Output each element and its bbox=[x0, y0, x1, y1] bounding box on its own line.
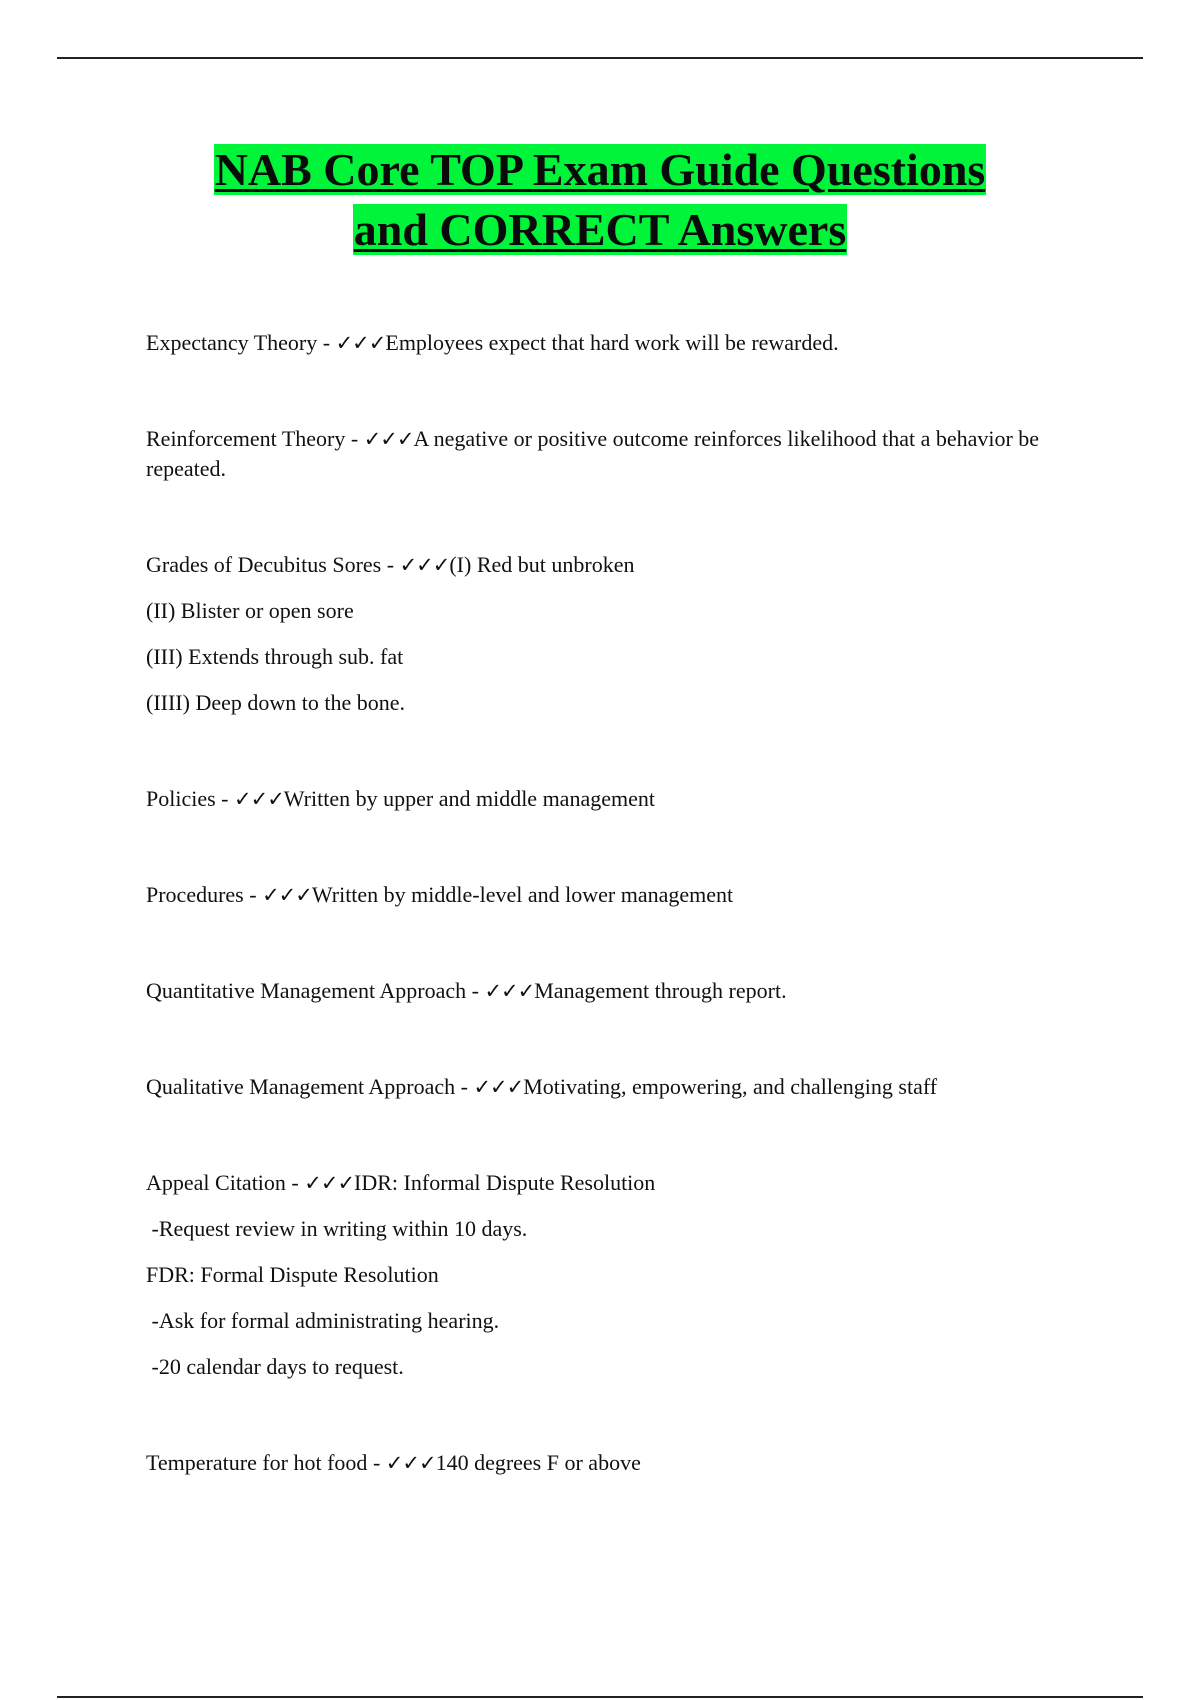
qa-line bbox=[146, 424, 1046, 484]
qa-answer-line: (IIII) Deep down to the bone. bbox=[146, 690, 406, 715]
bottom-rule bbox=[57, 1696, 1143, 1698]
qa-item bbox=[146, 784, 1046, 814]
check-mark-icon: ✓✓✓ bbox=[484, 979, 535, 1003]
qa-item bbox=[146, 328, 1046, 358]
qa-line bbox=[146, 1168, 1046, 1198]
qa-answer-line: -Ask for formal administrating hearing. bbox=[146, 1308, 500, 1333]
qa-answer-line: -20 calendar days to request. bbox=[146, 1354, 404, 1379]
check-mark-icon: ✓✓✓ bbox=[262, 883, 312, 907]
qa-term: Appeal Citation bbox=[146, 1170, 286, 1195]
qa-line bbox=[146, 784, 1046, 814]
qa-item bbox=[146, 1448, 1046, 1478]
qa-term: Temperature for hot food bbox=[146, 1450, 368, 1475]
qa-term: Qualitative Management Approach bbox=[146, 1074, 456, 1099]
qa-line bbox=[146, 1072, 1046, 1102]
check-mark-icon: ✓✓✓ bbox=[304, 1171, 355, 1195]
qa-line bbox=[146, 880, 1046, 910]
top-rule bbox=[57, 57, 1143, 59]
check-mark-icon: ✓✓✓ bbox=[399, 553, 450, 577]
qa-answer-line: (III) Extends through sub. fat bbox=[146, 644, 404, 669]
qa-answer: Written by upper and middle management bbox=[283, 786, 655, 811]
qa-item bbox=[146, 1168, 1046, 1382]
title-line-2: and CORRECT Answers bbox=[353, 204, 847, 255]
qa-line bbox=[146, 976, 1046, 1006]
title-line-1: NAB Core TOP Exam Guide Questions bbox=[214, 144, 986, 195]
qa-answer-line: FDR: Formal Dispute Resolution bbox=[146, 1262, 439, 1287]
title-block bbox=[0, 140, 1200, 260]
qa-answer: Management through report. bbox=[534, 978, 787, 1003]
qa-term: Expectancy Theory bbox=[146, 330, 318, 355]
check-mark-icon: ✓✓✓ bbox=[335, 331, 386, 355]
check-mark-icon: ✓✓✓ bbox=[363, 427, 414, 451]
qa-separator: - bbox=[345, 426, 364, 451]
check-mark-icon: ✓✓✓ bbox=[234, 787, 284, 811]
qa-separator: - bbox=[367, 1450, 386, 1475]
qa-separator: - bbox=[317, 330, 336, 355]
page-title bbox=[0, 140, 1200, 260]
qa-item bbox=[146, 1072, 1046, 1102]
qa-separator: - bbox=[466, 978, 485, 1003]
qa-line bbox=[146, 550, 1046, 580]
qa-separator: - bbox=[243, 882, 263, 907]
qa-item bbox=[146, 550, 1046, 718]
qa-answer: Written by middle-level and lower management bbox=[311, 882, 734, 907]
qa-separator: - bbox=[381, 552, 400, 577]
qa-term: Policies bbox=[146, 786, 216, 811]
qa-answer-line: -Request review in writing within 10 days. bbox=[146, 1216, 528, 1241]
qa-answer: IDR: Informal Dispute Resolution bbox=[354, 1170, 656, 1195]
qa-term: Quantitative Management Approach bbox=[146, 978, 467, 1003]
qa-answer: Motivating, empowering, and challenging staff bbox=[523, 1074, 938, 1099]
qa-item bbox=[146, 424, 1046, 484]
qa-list bbox=[146, 328, 1046, 1544]
qa-item bbox=[146, 976, 1046, 1006]
check-mark-icon: ✓✓✓ bbox=[473, 1075, 524, 1099]
qa-answer: 140 degrees F or above bbox=[435, 1450, 641, 1475]
qa-separator: - bbox=[285, 1170, 305, 1195]
qa-item bbox=[146, 880, 1046, 910]
qa-line bbox=[146, 1448, 1046, 1478]
qa-answer: (I) Red but unbroken bbox=[449, 552, 635, 577]
qa-separator: - bbox=[455, 1074, 474, 1099]
qa-answer: Employees expect that hard work will be rewarded. bbox=[385, 330, 839, 355]
qa-term: Procedures bbox=[146, 882, 244, 907]
qa-answer: A negative or positive outcome reinforces likelihood that a behavior be repeated. bbox=[146, 426, 1045, 481]
check-mark-icon: ✓✓✓ bbox=[385, 1451, 436, 1475]
qa-answer-line: (II) Blister or open sore bbox=[146, 598, 354, 623]
qa-line bbox=[146, 328, 1046, 358]
qa-term: Reinforcement Theory bbox=[146, 426, 346, 451]
qa-separator: - bbox=[215, 786, 234, 811]
qa-term: Grades of Decubitus Sores bbox=[146, 552, 382, 577]
